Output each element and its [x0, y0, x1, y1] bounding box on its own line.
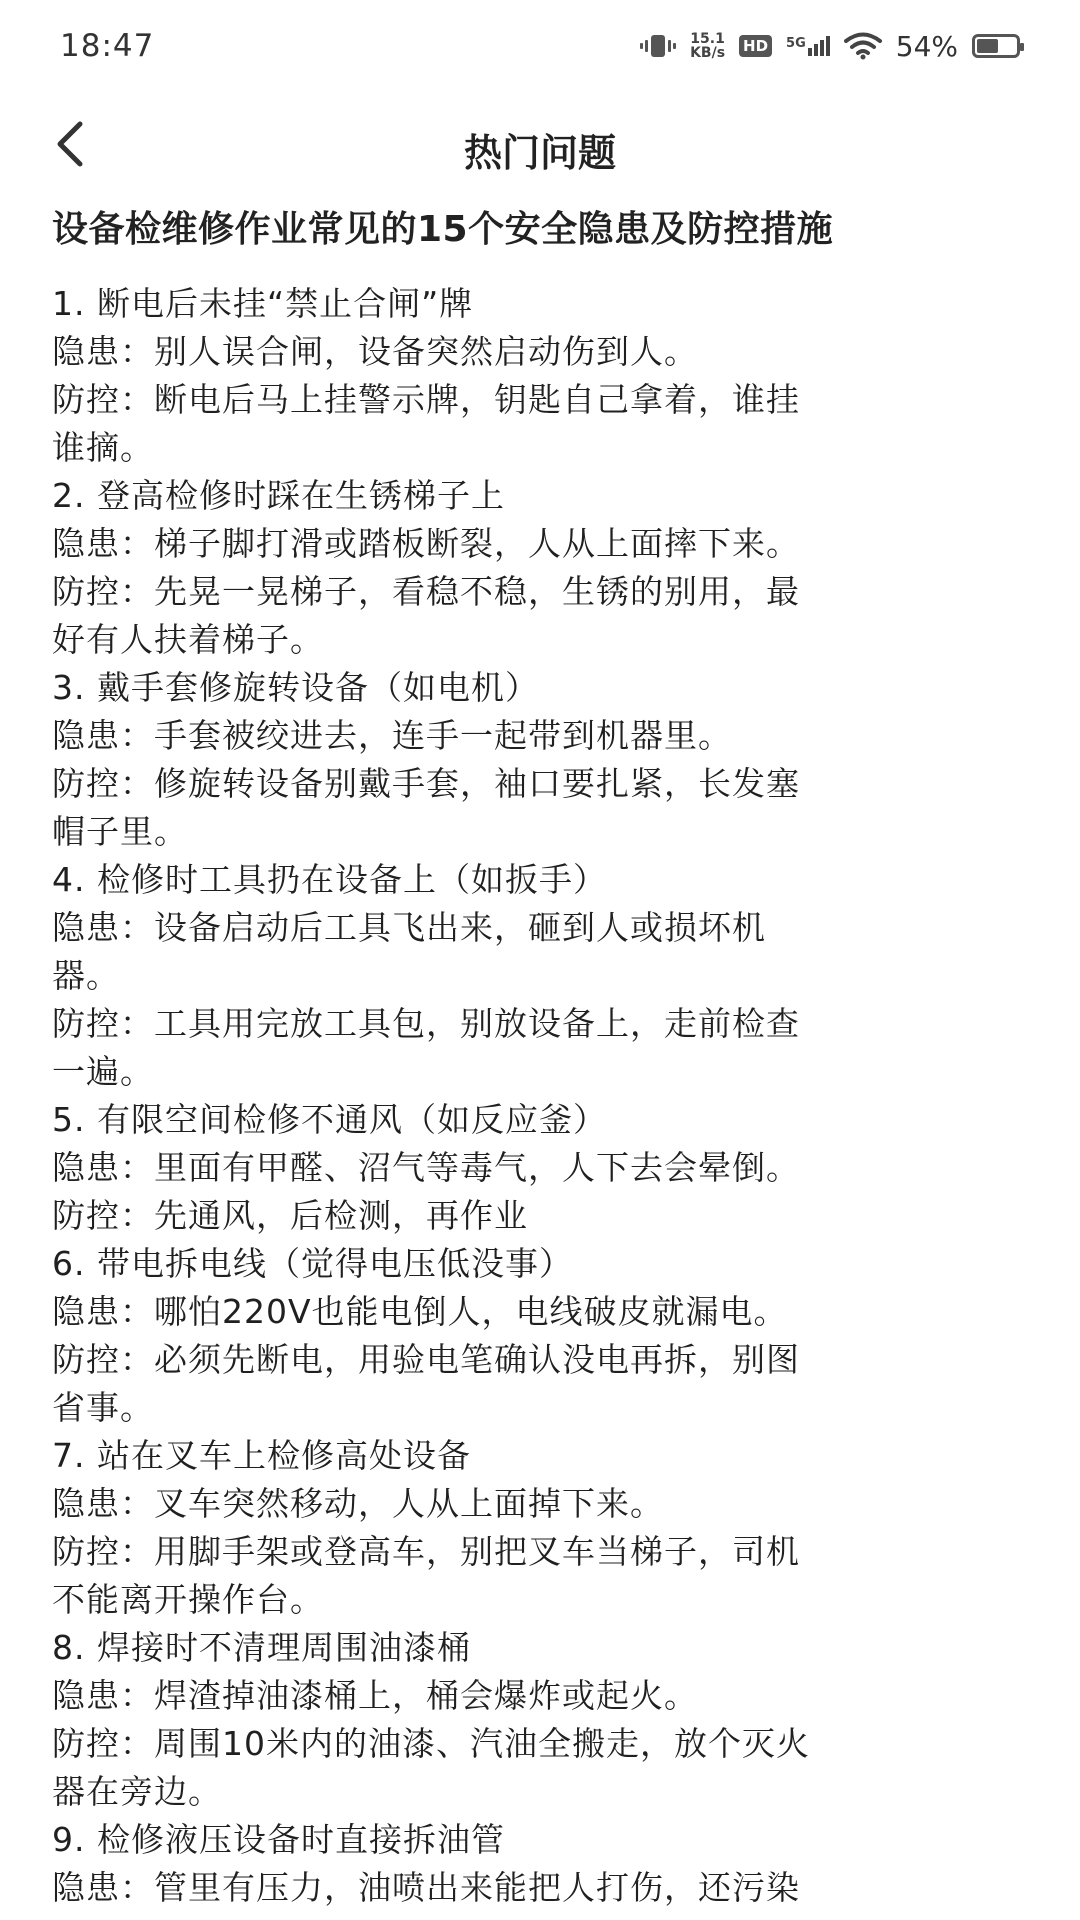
- article-title: 设备检维修作业常见的15个安全隐患及防控措施: [52, 209, 834, 250]
- article-line: 不能离开操作台。: [52, 1580, 324, 1619]
- article-line: 省事。: [52, 1388, 154, 1427]
- article-line: 5. 有限空间检修不通风（如反应釜）: [52, 1100, 607, 1139]
- article-line: 隐患：手套被绞进去，连手一起带到机器里。: [52, 716, 732, 755]
- network-speed: [690, 32, 725, 60]
- cellular-signal-icon: [786, 36, 830, 56]
- article-line: 隐患：别人误合闸，设备突然启动伤到人。: [52, 332, 698, 371]
- article-line: 一遍。: [52, 1052, 154, 1091]
- article-line: 器。: [52, 956, 120, 995]
- article-line: 防控：工具用完放工具包，别放设备上，走前检查: [52, 1004, 800, 1043]
- article-body: [52, 280, 1052, 1912]
- vibrate-icon: [640, 32, 676, 60]
- article-line: 器在旁边。: [52, 1772, 222, 1811]
- article-line: 2. 登高检修时踩在生锈梯子上: [52, 476, 505, 515]
- article-line: 防控：先晃一晃梯子，看稳不稳，生锈的别用，最: [52, 572, 800, 611]
- article-line: 帽子里。: [52, 812, 188, 851]
- app-header: [0, 92, 1080, 202]
- article-line: 防控：必须先断电，用验电笔确认没电再拆，别图: [52, 1340, 800, 1379]
- status-bar: [0, 0, 1080, 92]
- article-line: 隐患：哪怕220V也能电倒人，电线破皮就漏电。: [52, 1292, 788, 1331]
- article-line: 防控：先通风，后检测，再作业: [52, 1196, 528, 1235]
- article-line: 4. 检修时工具扔在设备上（如扳手）: [52, 860, 607, 899]
- wifi-icon: [844, 32, 882, 60]
- article-line: 谁摘。: [52, 428, 154, 467]
- article-line: 隐患：里面有甲醛、沼气等毒气，人下去会晕倒。: [52, 1148, 800, 1187]
- battery-icon: [972, 34, 1020, 58]
- article-line: 隐患：叉车突然移动，人从上面掉下来。: [52, 1484, 664, 1523]
- article-line: 好有人扶着梯子。: [52, 620, 324, 659]
- article-line: 防控：用脚手架或登高车，别把叉车当梯子，司机: [52, 1532, 800, 1571]
- article-line: 隐患：焊渣掉油漆桶上，桶会爆炸或起火。: [52, 1676, 698, 1715]
- article-line: 隐患：设备启动后工具飞出来，砸到人或损坏机: [52, 908, 766, 947]
- article-line: 8. 焊接时不清理周围油漆桶: [52, 1628, 471, 1667]
- article-line: 6. 带电拆电线（觉得电压低没事）: [52, 1244, 573, 1283]
- article-line: 防控：周围10米内的油漆、汽油全搬走，放个灭火: [52, 1724, 810, 1763]
- article-line: 9. 检修液压设备时直接拆油管: [52, 1820, 505, 1859]
- article: [52, 202, 1052, 1912]
- battery-percent: 54%: [895, 29, 958, 63]
- article-line: 隐患：管里有压力，油喷出来能把人打伤，还污染: [52, 1868, 800, 1907]
- article-line: 7. 站在叉车上检修高处设备: [52, 1436, 471, 1475]
- article-line: 隐患：梯子脚打滑或踏板断裂，人从上面摔下来。: [52, 524, 800, 563]
- status-icons: [640, 30, 1020, 63]
- hd-badge: HD: [739, 35, 772, 57]
- article-line: 3. 戴手套修旋转设备（如电机）: [52, 668, 539, 707]
- network-type-label: 5G: [786, 36, 806, 51]
- status-time: 18:47: [60, 28, 155, 64]
- article-line: 防控：断电后马上挂警示牌，钥匙自己拿着，谁挂: [52, 380, 800, 419]
- article-line: 防控：修旋转设备别戴手套，袖口要扎紧，长发塞: [52, 764, 800, 803]
- network-speed-value: 15.1: [690, 31, 725, 47]
- article-line: 1. 断电后未挂“禁止合闸”牌: [52, 284, 474, 323]
- page-title: 热门问题: [463, 131, 616, 175]
- network-speed-unit: KB/s: [690, 45, 726, 61]
